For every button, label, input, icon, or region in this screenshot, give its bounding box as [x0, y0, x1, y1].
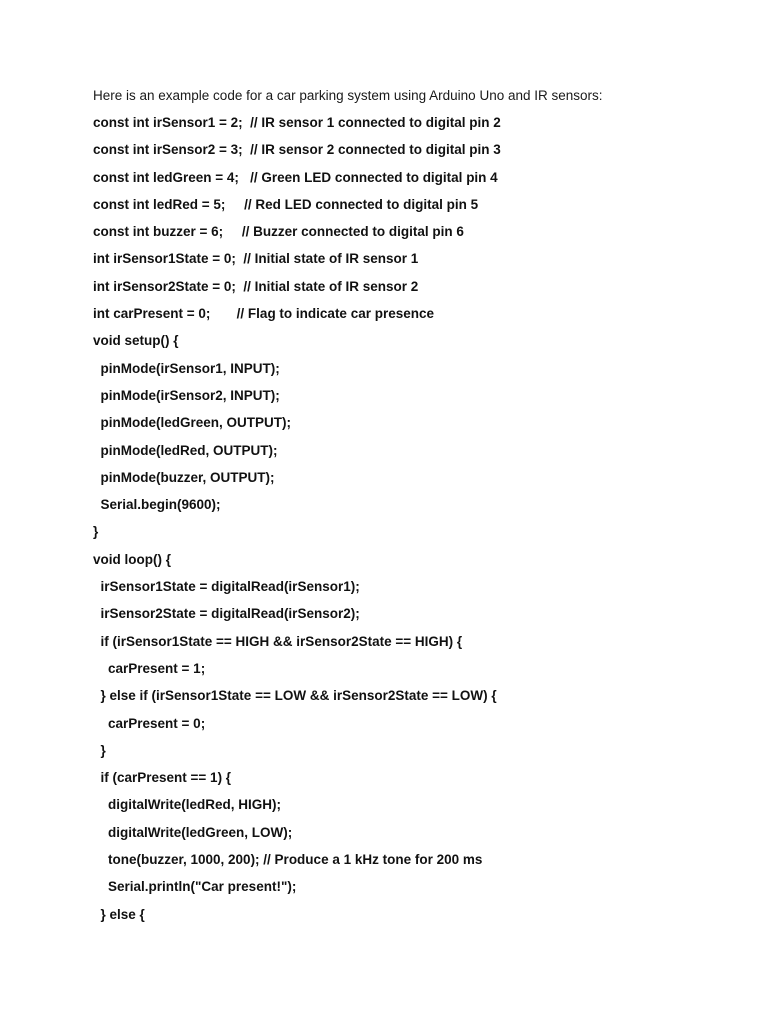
- code-block: [93, 113, 501, 932]
- code-line: if (irSensor1State == HIGH && irSensor2State == HIGH) {: [93, 633, 463, 649]
- code-line: const int ledGreen = 4; // Green LED connected to digital pin 4: [93, 169, 498, 185]
- code-line: } else {: [93, 906, 145, 922]
- code-line: int carPresent = 0; // Flag to indicate car presence: [93, 306, 435, 322]
- code-line: int irSensor2State = 0; // Initial state of IR sensor 2: [93, 278, 419, 294]
- code-line: const int ledRed = 5; // Red LED connected to digital pin 5: [93, 196, 479, 212]
- code-line: pinMode(ledGreen, OUTPUT);: [93, 415, 291, 431]
- code-line: carPresent = 0;: [93, 715, 206, 731]
- code-line: digitalWrite(ledGreen, LOW);: [93, 824, 293, 840]
- code-line: tone(buzzer, 1000, 200); // Produce a 1 kHz tone for 200 ms: [93, 852, 483, 868]
- code-line: pinMode(buzzer, OUTPUT);: [93, 469, 275, 485]
- code-line: const int irSensor2 = 3; // IR sensor 2 connected to digital pin 3: [93, 142, 501, 158]
- code-line: irSensor1State = digitalRead(irSensor1);: [93, 579, 360, 595]
- code-line: pinMode(irSensor2, INPUT);: [93, 387, 280, 403]
- code-line: Serial.println("Car present!");: [93, 879, 297, 895]
- code-line: }: [93, 524, 99, 540]
- code-line: const int irSensor1 = 2; // IR sensor 1 connected to digital pin 2: [93, 115, 501, 130]
- code-line: if (carPresent == 1) {: [93, 770, 232, 786]
- code-line: carPresent = 1;: [93, 660, 206, 676]
- intro-text: Here is an example code for a car parking system using Arduino Uno and IR sensors:: [93, 88, 603, 103]
- code-line: int irSensor1State = 0; // Initial state of IR sensor 1: [93, 251, 419, 267]
- code-line: Serial.begin(9600);: [93, 497, 221, 513]
- code-line: irSensor2State = digitalRead(irSensor2);: [93, 606, 360, 622]
- code-line: const int buzzer = 6; // Buzzer connected to digital pin 6: [93, 224, 464, 240]
- code-line: void loop() {: [93, 551, 171, 567]
- code-line: pinMode(irSensor1, INPUT);: [93, 360, 280, 376]
- code-line: }: [93, 742, 106, 758]
- code-line: digitalWrite(ledRed, HIGH);: [93, 797, 282, 813]
- code-line: void setup() {: [93, 333, 179, 349]
- code-line: } else if (irSensor1State == LOW && irSensor2State == LOW) {: [93, 688, 497, 704]
- code-line: pinMode(ledRed, OUTPUT);: [93, 442, 278, 458]
